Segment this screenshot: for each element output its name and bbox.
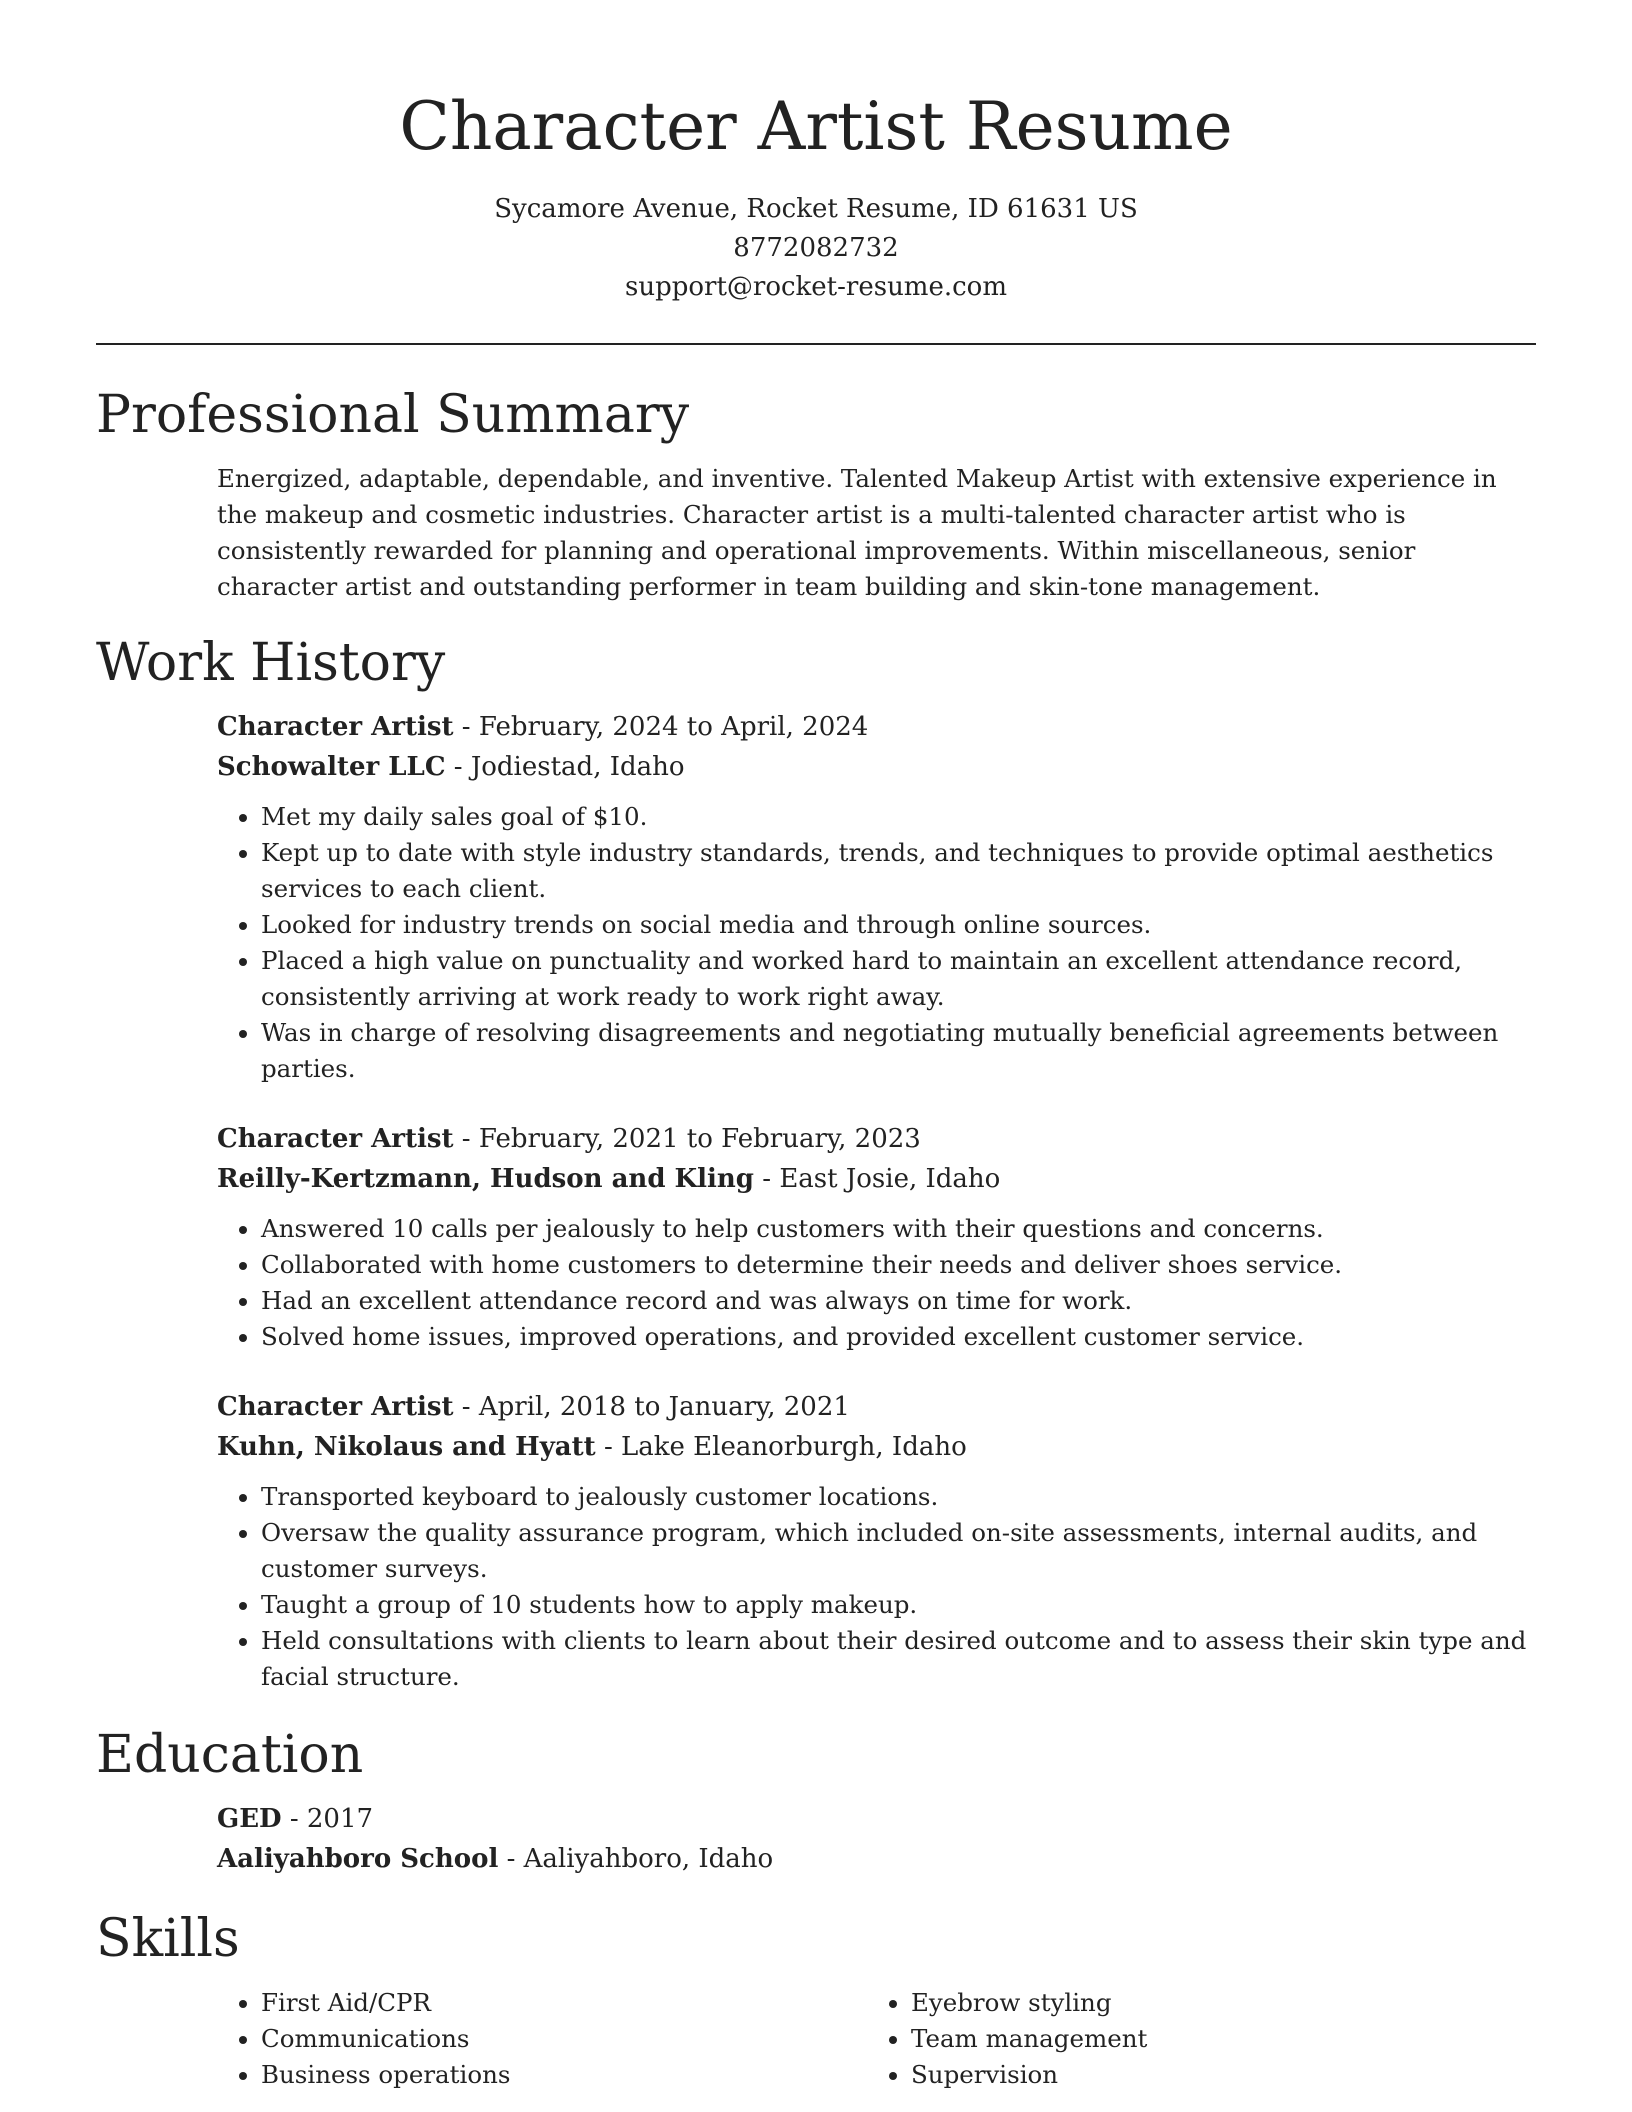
job-company: Reilly-Kertzmann, Hudson and Kling (217, 1164, 754, 1194)
job-duties-list (217, 1479, 1536, 1695)
job-company: Schowalter LLC (217, 752, 446, 782)
education-degree-line (217, 1799, 1536, 1839)
skill-item: • Team management (911, 2021, 1517, 2057)
job-duty: • Placed a high value on punctuality and worked hard to maintain an excellent attendance record, consistently arriving at work ready to work right away. (261, 943, 1536, 1015)
job-dates: - February, 2024 to April, 2024 (453, 712, 869, 742)
job-title: Character Artist (217, 1392, 454, 1422)
education-year: - 2017 (281, 1804, 374, 1834)
job-duty: • Was in charge of resolving disagreements and negotiating mutually beneficial agreements between parties. (261, 1015, 1536, 1087)
skills-section (96, 1903, 1536, 2093)
skill-item: • Eyebrow styling (911, 1985, 1517, 2021)
job-duty: • Solved home issues, improved operations, and provided excellent customer service. (261, 1319, 1536, 1355)
job-company-line (217, 1159, 1536, 1199)
education-section (96, 1719, 1536, 1879)
skills-column-left (217, 1985, 867, 2093)
job-entry (217, 1387, 1536, 1695)
job-company-line (217, 1427, 1536, 1467)
job-title-line (217, 1119, 1536, 1159)
job-location: - Lake Eleanorburgh, Idaho (595, 1432, 967, 1462)
job-company: Kuhn, Nikolaus and Hyatt (217, 1432, 596, 1462)
job-location: - Jodiestad, Idaho (445, 752, 685, 782)
education-location: - Aaliyahboro, Idaho (498, 1844, 774, 1874)
work-history-heading: Work History (96, 633, 446, 693)
skill-item: • Communications (261, 2021, 867, 2057)
education-entry (217, 1799, 1536, 1879)
job-duty: • Held consultations with clients to learn about their desired outcome and to assess their skin type and facial structure. (261, 1623, 1536, 1695)
job-duty: • Had an excellent attendance record and was always on time for work. (261, 1283, 1536, 1319)
contact-info (96, 190, 1536, 307)
job-duty: • Taught a group of 10 students how to apply makeup. (261, 1587, 1536, 1623)
skills-heading: Skills (96, 1909, 240, 1969)
job-duty: • Met my daily sales goal of $10. (261, 799, 1536, 835)
job-title: Character Artist (217, 712, 454, 742)
contact-email: support@rocket-resume.com (624, 272, 1007, 302)
job-title: Character Artist (217, 1124, 454, 1154)
header-divider (96, 343, 1536, 345)
job-duty: • Kept up to date with style industry standards, trends, and techniques to provide optimal aesthetics services to each client. (261, 835, 1536, 907)
skills-column-right (867, 1985, 1517, 2093)
education-degree: GED (217, 1804, 282, 1834)
job-company-line (217, 747, 1536, 787)
job-duty: • Collaborated with home customers to determine their needs and deliver shoes service. (261, 1247, 1536, 1283)
job-duties-list (217, 1211, 1536, 1355)
summary-section (96, 379, 1536, 605)
job-dates: - February, 2021 to February, 2023 (453, 1124, 921, 1154)
job-duty: • Answered 10 calls per jealously to help customers with their questions and concerns. (261, 1211, 1536, 1247)
resume-header (96, 0, 1536, 307)
work-history-section (96, 627, 1536, 1695)
contact-address: Sycamore Avenue, Rocket Resume, ID 61631 US (494, 194, 1138, 224)
skill-item: • Supervision (911, 2057, 1517, 2093)
job-location: - East Josie, Idaho (754, 1164, 1001, 1194)
resume-title: Character Artist Resume (399, 88, 1233, 165)
skill-item: • First Aid/CPR (261, 1985, 867, 2021)
job-duties-list (217, 799, 1536, 1087)
job-entry (217, 707, 1536, 1087)
job-entry (217, 1119, 1536, 1355)
job-title-line (217, 1387, 1536, 1427)
job-title-line (217, 707, 1536, 747)
job-duty: • Looked for industry trends on social media and through online sources. (261, 907, 1536, 943)
summary-text: Energized, adaptable, dependable, and inventive. Talented Makeup Artist with extensive experience in the makeup and cosmetic industries. Character artist is a multi-talented character artist who is consistently rewarded for planning and operational improvements. Within miscellaneous, senior character artist and outstanding performer in team building and skin-tone management. (217, 464, 1497, 601)
contact-phone: 8772082732 (733, 233, 899, 263)
job-dates: - April, 2018 to January, 2021 (453, 1392, 850, 1422)
skills-list (867, 1985, 1517, 2093)
education-school-line (217, 1839, 1536, 1879)
skills-list (217, 1985, 867, 2093)
skill-item: • Business operations (261, 2057, 867, 2093)
job-duty: • Oversaw the quality assurance program, which included on-site assessments, internal audits, and customer surveys. (261, 1515, 1536, 1587)
job-duty: • Transported keyboard to jealously customer locations. (261, 1479, 1536, 1515)
summary-heading: Professional Summary (96, 385, 690, 445)
education-heading: Education (96, 1725, 364, 1785)
education-school: Aaliyahboro School (217, 1844, 499, 1874)
skills-grid (217, 1985, 1536, 2093)
